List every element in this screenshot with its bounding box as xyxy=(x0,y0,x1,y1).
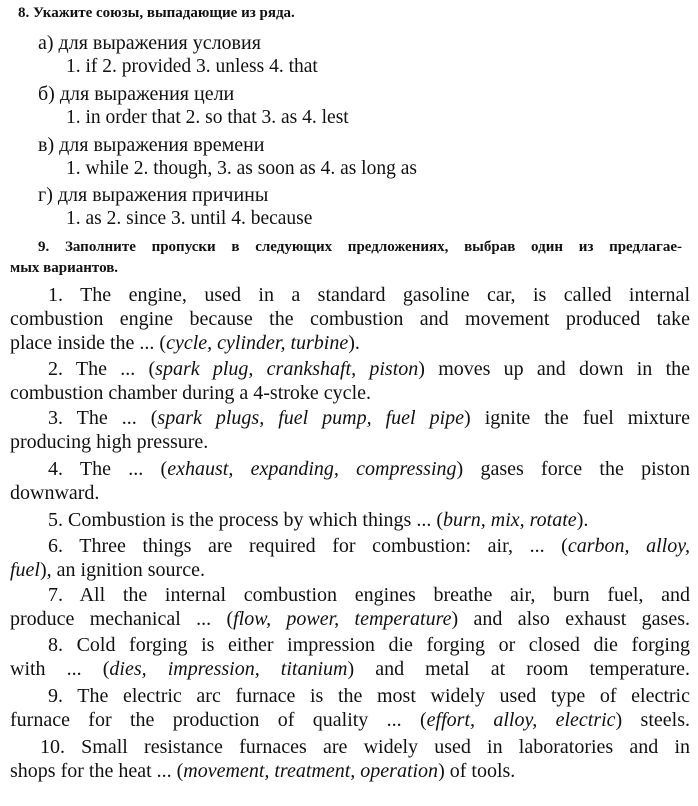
sentence-1-line2: combustion engine because the combustion and movement produced take xyxy=(10,308,690,330)
sentence-4-options: exhaust, expanding, compressing xyxy=(167,458,457,480)
task8-group-b-label: б) для выражения цели xyxy=(38,83,235,105)
sentence-8-line1: 8. Cold forging is either impression die forging or closed die forging xyxy=(48,634,690,656)
task8-group-d-options: 1. as 2. since 3. until 4. because xyxy=(66,208,313,229)
sentence-8-line2: with ... (dies, impression, titanium) and metal at room temperature. xyxy=(10,658,691,680)
sentence-5-options: burn, mix, rotate xyxy=(442,509,577,531)
sentence-10-line2: shops for the heat ... (movement, treatment, operation) of tools. xyxy=(10,760,516,782)
sentence-3-options: spark plugs, fuel pump, fuel pipe xyxy=(157,407,465,429)
task8-group-b-options: 1. in order that 2. so that 3. as 4. lest xyxy=(66,107,349,128)
sentence-10-line1: 10. Small resistance furnaces are widely used in laboratories and in xyxy=(40,736,690,758)
sentence-5-line1: 5. Combustion is the process by which things ... (burn, mix, rotate). xyxy=(48,509,589,531)
task8-group-c-label: в) для выражения времени xyxy=(38,134,265,156)
task8-group-d-label: г) для выражения причины xyxy=(38,184,269,206)
task8-heading: 8. Укажите союзы, выпадающие из ряда. xyxy=(18,5,295,21)
sentence-6-line2: fuel), an ignition source. xyxy=(10,559,205,581)
sentence-1-options: cycle, cylinder, turbine xyxy=(166,332,349,354)
sentence-6-options-b: fuel xyxy=(10,559,40,581)
sentence-2-options: spark plug, crankshaft, piston xyxy=(155,358,419,380)
sentence-1-line3: place inside the ... (cycle, cylinder, turbine). xyxy=(10,332,360,354)
sentence-9-options: effort, alloy, electric xyxy=(426,709,616,731)
sentence-6-options-a: carbon, alloy, xyxy=(567,535,690,557)
sentence-3-line1: 3. The ... (spark plugs, fuel pump, fuel pipe) ignite the fuel mixture xyxy=(48,407,690,429)
sentence-7-options: flow, power, temperature xyxy=(233,608,452,630)
sentence-2-line1: 2. The ... (spark plug, crankshaft, piston) moves up and down in the xyxy=(48,358,691,380)
sentence-8-options: dies, impression, titanium xyxy=(109,658,348,680)
sentence-3-line2: producing high pressure. xyxy=(10,431,209,453)
task8-group-a-label: а) для выражения условия xyxy=(38,32,261,54)
sentence-9-line2: furnace for the production of quality ... (effort, alloy, electric) steels. xyxy=(10,709,690,731)
sentence-10-options: movement, treatment, operation xyxy=(183,760,439,782)
sentence-9-line1: 9. The electric arc furnace is the most widely used type of electric xyxy=(48,685,690,707)
sentence-2-line2: combustion chamber during a 4-stroke cycle. xyxy=(10,382,371,404)
task8-group-c-options: 1. while 2. though, 3. as soon as 4. as long as xyxy=(66,158,417,179)
task8-group-a-options: 1. if 2. provided 3. unless 4. that xyxy=(66,56,318,77)
task9-heading-line2: мых вариантов. xyxy=(10,260,119,276)
sentence-4-line1: 4. The ... (exhaust, expanding, compressing) gases force the piston xyxy=(48,458,690,480)
sentence-7-line2: produce mechanical ... (flow, power, temperature) and also exhaust gases. xyxy=(10,608,690,630)
sentence-7-line1: 7. All the internal combustion engines breathe air, burn fuel, and xyxy=(48,584,690,606)
sentence-1-line1: 1. The engine, used in a standard gasoline car, is called internal xyxy=(48,284,690,306)
task9-heading-line1: 9. Заполните пропуски в следующих предложениях, выбрав один из предлагае- xyxy=(38,239,682,255)
sentence-4-line2: downward. xyxy=(10,482,100,504)
sentence-6-line1: 6. Three things are required for combustion: air, ... (carbon, alloy, xyxy=(48,535,690,557)
